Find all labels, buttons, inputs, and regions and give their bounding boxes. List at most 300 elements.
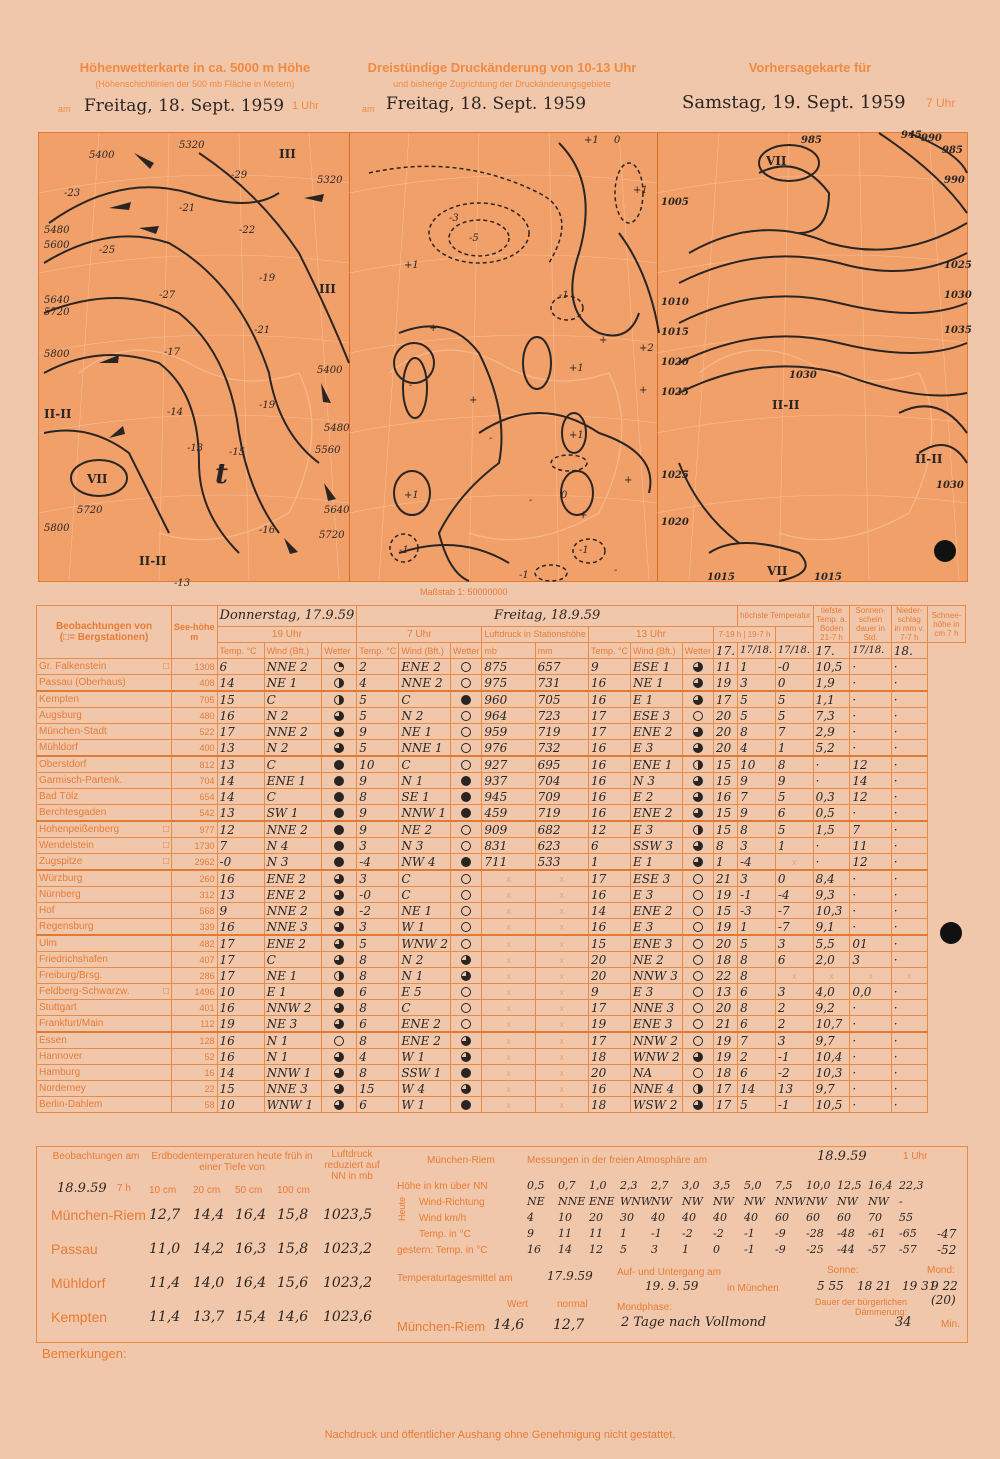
sunshine: 9,3 <box>813 887 850 903</box>
elevation: 22 <box>172 1081 218 1097</box>
map3-isobar-label: 1025 <box>661 470 689 481</box>
precip-header: Nieder-schlag in mm v. 7-7 h <box>891 606 927 643</box>
map1-contour-label: 5800 <box>44 349 70 360</box>
station-name: München-Stadt <box>39 726 107 737</box>
station-name-cell <box>37 952 172 968</box>
weather-symbol-icon <box>693 874 703 884</box>
temp: 14 <box>588 903 630 919</box>
map2-change-label: + <box>599 335 608 346</box>
weather-cell <box>682 708 713 724</box>
pressure-mb: x <box>482 968 535 984</box>
precipitation: · <box>850 1065 891 1081</box>
temp: 5 <box>357 740 399 757</box>
temp: 9 <box>357 773 399 789</box>
table-row <box>37 756 966 773</box>
map1-pressure-system: III <box>279 147 296 161</box>
min-ground-temp: 0 <box>775 675 813 692</box>
height-value: 10,0 <box>806 1179 831 1192</box>
weather-cell <box>682 740 713 757</box>
weather-symbol-icon <box>334 955 344 965</box>
pressure-mb: 831 <box>482 838 535 854</box>
sunshine: · <box>813 838 850 854</box>
depth-20: 20 cm <box>193 1185 221 1196</box>
map1-pressure-system: III <box>319 282 336 296</box>
sea-pressure-label: Luftdruck reduziert auf NN in mb <box>324 1149 380 1182</box>
max-temp-night: 7 <box>738 1032 776 1049</box>
wind: NNE 3 <box>264 919 322 936</box>
table-row <box>37 854 966 871</box>
weather-symbol-icon <box>334 939 344 949</box>
map2-change-label: -1 <box>399 545 409 556</box>
wind: E 3 <box>631 984 683 1000</box>
weather-cell <box>322 919 357 936</box>
temp: 8 <box>357 1065 399 1081</box>
weather-cell <box>682 1000 713 1016</box>
max-temp-day: 19 <box>714 1049 738 1065</box>
wind: ENE 2 <box>264 935 322 952</box>
moon-phase-label: Mondphase: <box>617 1302 673 1313</box>
weather-cell <box>451 854 482 871</box>
weather-symbol-icon <box>693 955 703 965</box>
wind: WNW 2 <box>631 1049 683 1065</box>
station-name-cell <box>37 724 172 740</box>
weather-cell <box>682 1081 713 1097</box>
map1-contour-label: -22 <box>239 225 256 236</box>
wind: NNE 2 <box>399 675 451 692</box>
sunshine: 9,7 <box>813 1032 850 1049</box>
normal-label: normal <box>557 1299 588 1310</box>
weather-symbol-icon <box>461 1052 471 1062</box>
temp: 7 <box>217 838 264 854</box>
wind: N 2 <box>399 708 451 724</box>
weather-cell <box>682 903 713 919</box>
snow-depth: · <box>891 691 927 708</box>
elevation: 16 <box>172 1065 218 1081</box>
weather-cell <box>451 952 482 968</box>
weather-cell <box>322 708 357 724</box>
wind: NNE 1 <box>399 740 451 757</box>
sunshine: 10,7 <box>813 1016 850 1033</box>
wind: E 5 <box>399 984 451 1000</box>
wind: NE 1 <box>399 903 451 919</box>
wind: ENE 1 <box>264 773 322 789</box>
weather-symbol-icon <box>334 678 344 688</box>
weather-cell <box>322 1049 357 1065</box>
map1-contour-label: 5800 <box>44 523 70 534</box>
table-row <box>37 919 966 936</box>
elevation: 977 <box>172 821 218 838</box>
precipitation: · <box>850 1097 891 1113</box>
elevation: 568 <box>172 903 218 919</box>
station-name: Stuttgart <box>39 1002 77 1013</box>
time-7: 7 Uhr <box>357 626 482 642</box>
mb-header: mb <box>482 643 535 659</box>
weather-symbol-icon <box>334 841 344 851</box>
map3-time: 7 Uhr <box>926 96 956 110</box>
elevation: 1308 <box>172 659 218 675</box>
weather-symbol-icon <box>334 711 344 721</box>
temp: 16 <box>588 675 630 692</box>
soil-temp-50cm: 15,4 <box>235 1309 267 1325</box>
weather-symbol-icon <box>693 890 703 900</box>
weather-cell <box>322 773 357 789</box>
station-name-cell <box>37 887 172 903</box>
precipitation: · <box>850 903 891 919</box>
weather-symbol-icon <box>693 727 703 737</box>
snow-depth: · <box>891 1097 927 1113</box>
station-name-cell <box>37 756 172 773</box>
temp: 17 <box>588 708 630 724</box>
temp-mean-value: 14,6 <box>493 1317 525 1333</box>
wind: N 1 <box>264 1049 322 1065</box>
max-temp-night: 4 <box>738 740 776 757</box>
snow-depth: · <box>891 887 927 903</box>
temp: 10 <box>217 984 264 1000</box>
temp: 10 <box>357 756 399 773</box>
map2-change-label: +1 <box>404 490 419 501</box>
max-temp-day: 20 <box>714 708 738 724</box>
value-label: Wert <box>507 1299 528 1310</box>
weather-symbol-icon <box>461 825 471 835</box>
station-name: Augsburg <box>39 710 82 721</box>
depth-10: 10 cm <box>149 1185 177 1196</box>
pressure-mm: 682 <box>535 821 588 838</box>
sunshine: 1,1 <box>813 691 850 708</box>
temperature-value: -65 <box>899 1227 917 1240</box>
wind: NNW 1 <box>399 805 451 822</box>
temperature-value: -2 <box>713 1227 724 1240</box>
bottom-section <box>36 1146 968 1343</box>
weather-symbol-icon <box>334 662 344 672</box>
precipitation: · <box>850 691 891 708</box>
wind: NNE 2 <box>264 821 322 838</box>
precipitation: · <box>850 724 891 740</box>
weather-cell <box>322 952 357 968</box>
wind: W 1 <box>399 1049 451 1065</box>
height-value: 3,0 <box>682 1179 700 1192</box>
sunshine: 10,5 <box>813 659 850 675</box>
elevation: 542 <box>172 805 218 822</box>
elevation: 312 <box>172 887 218 903</box>
max-temp-day: 19 <box>714 919 738 936</box>
weather-cell <box>682 854 713 871</box>
temp-mean-normal: 12,7 <box>553 1317 585 1333</box>
max-temp-night: 10 <box>738 756 776 773</box>
min-ground-temp: 5 <box>775 708 813 724</box>
weather-symbol-icon <box>693 808 703 818</box>
wind: ENE 2 <box>631 724 683 740</box>
station-name: Hohenpeißenberg <box>39 824 120 835</box>
max-temp-night: 8 <box>738 821 776 838</box>
weather-cell <box>451 1032 482 1049</box>
map1-contour-label: -21 <box>179 203 196 214</box>
map1-contour-label: 5720 <box>77 505 103 516</box>
temp: 17 <box>217 968 264 984</box>
map3-isobar-label: 1030 <box>789 370 817 381</box>
soil-temp-label: Erdbodentemperaturen heute früh in einer Tiefe von <box>151 1151 313 1173</box>
weather-symbol-icon <box>461 678 471 688</box>
soil-temp-20cm: 13,7 <box>193 1309 225 1325</box>
weather-symbol-icon <box>461 776 471 786</box>
station-name-cell <box>37 659 172 675</box>
wind: E 3 <box>631 887 683 903</box>
weather-cell <box>682 773 713 789</box>
wind: NA <box>631 1065 683 1081</box>
min-ground-temp: 7 <box>775 724 813 740</box>
station-name-cell <box>37 1049 172 1065</box>
station-name: Hannover <box>39 1051 83 1062</box>
obs-date: 18.9.59 <box>57 1181 107 1196</box>
weather-cell <box>451 968 482 984</box>
height-value: 2,7 <box>651 1179 669 1192</box>
sea-level-pressure: 1023,2 <box>323 1241 372 1257</box>
yesterday-temperature-value: 0 <box>713 1243 720 1256</box>
day-1718: 17/18. <box>775 643 813 659</box>
temp: 14 <box>217 773 264 789</box>
max-temp-night: 8 <box>738 724 776 740</box>
pressure-mm: 657 <box>535 659 588 675</box>
weather-symbol-icon <box>461 874 471 884</box>
temp: 16 <box>588 919 630 936</box>
snow-depth: · <box>891 903 927 919</box>
moonrise: 19 31 <box>902 1279 937 1293</box>
weather-symbol-icon <box>334 1036 344 1046</box>
wind-dir-label: Wind-Richtung <box>419 1197 485 1208</box>
map-scale: Maßstab 1: 50000000 <box>420 587 508 597</box>
yesterday-temperature-value: 3 <box>651 1243 658 1256</box>
map3-isobar-label: 1030 <box>936 480 964 491</box>
table-row <box>37 1016 966 1033</box>
temp: 6 <box>217 659 264 675</box>
aloft-time: 1 Uhr <box>903 1151 928 1162</box>
map1-pressure-system: II-II <box>44 407 72 421</box>
aloft-station: München-Riem <box>427 1155 495 1166</box>
pressure-mm: 731 <box>535 675 588 692</box>
map3-title: Vorhersagekarte für <box>748 60 872 75</box>
wind: SSW 3 <box>631 838 683 854</box>
temp: 19 <box>217 1016 264 1033</box>
max-temp-day: 15 <box>714 805 738 822</box>
map2-change-label: +1 <box>584 135 599 146</box>
map1-title: Höhenwetterkarte in ca. 5000 m Höhe <box>79 60 311 75</box>
max-temp-night: 8 <box>738 968 776 984</box>
day1-time: 19 Uhr <box>217 626 357 642</box>
wind: NE 2 <box>399 821 451 838</box>
station-name: Gr. Falkenstein <box>39 661 107 672</box>
weather-symbol-icon <box>461 987 471 997</box>
wind-direction-value: - <box>899 1195 903 1208</box>
snow-depth: · <box>891 870 927 887</box>
weather-cell <box>451 903 482 919</box>
temp: 8 <box>357 968 399 984</box>
footer-notice: Nachdruck und öffentlicher Aushang ohne Genehmigung nicht gestattet. <box>324 1429 676 1441</box>
wind: NNE 4 <box>631 1081 683 1097</box>
soil-temp-20cm: 14,0 <box>193 1275 225 1291</box>
precipitation: 12 <box>850 789 891 805</box>
soil-temp-20cm: 14,2 <box>193 1241 225 1257</box>
max-temp-day: 22 <box>714 968 738 984</box>
min-ground-header: tiefste Temp. a. Boden 21-7 h <box>813 606 850 643</box>
wind: NNE 3 <box>264 1081 322 1097</box>
weather-cell <box>322 659 357 675</box>
station-name-cell <box>37 789 172 805</box>
pressure-mb: 960 <box>482 691 535 708</box>
weather-cell <box>322 691 357 708</box>
temp: 20 <box>588 952 630 968</box>
weather-cell <box>451 724 482 740</box>
weather-symbol-icon <box>693 792 703 802</box>
temp-header: Temp. °C <box>357 643 399 659</box>
weather-cell <box>322 789 357 805</box>
temperature-value: 11 <box>589 1227 603 1240</box>
map1-pressure-system: II-II <box>139 554 167 568</box>
elevation: 339 <box>172 919 218 936</box>
elevation: 1730 <box>172 838 218 854</box>
wind: N 2 <box>399 952 451 968</box>
precipitation: 01 <box>850 935 891 952</box>
min-ground-temp: 1 <box>775 838 813 854</box>
min-ground-temp: 2 <box>775 1016 813 1033</box>
snow-depth: · <box>891 708 927 724</box>
station-name: Wendelstein <box>39 840 94 851</box>
elevation-column-header <box>172 606 218 659</box>
weather-symbol-icon <box>334 727 344 737</box>
elevation: 2962 <box>172 854 218 871</box>
map3-isobar-label: 1035 <box>944 325 972 336</box>
yesterday-temperature-value: -44 <box>837 1243 855 1256</box>
station-name-cell <box>37 1000 172 1016</box>
wind-direction-value: NW <box>744 1195 765 1208</box>
station-name: Würzburg <box>39 873 83 884</box>
temp: 19 <box>588 1016 630 1033</box>
max-temp-night: 8 <box>738 1000 776 1016</box>
weather-cell <box>322 1032 357 1049</box>
precipitation: · <box>850 1016 891 1033</box>
weather-cell <box>682 675 713 692</box>
elevation: 400 <box>172 740 218 757</box>
weather-symbol-icon <box>693 841 703 851</box>
weather-symbol-icon <box>334 906 344 916</box>
temp: 14 <box>217 789 264 805</box>
min-ground-temp: 1 <box>775 740 813 757</box>
sunshine: · <box>813 854 850 871</box>
yesterday-extra: -52 <box>937 1243 957 1257</box>
map3-isobar-label: 985 <box>942 145 963 156</box>
temp: 9 <box>357 821 399 838</box>
map2-am: am <box>362 104 375 114</box>
yesterday-temperature-value: 12 <box>589 1243 603 1256</box>
weather-cell <box>451 919 482 936</box>
map2-change-label: - <box>489 433 493 444</box>
wind: N 3 <box>264 854 322 871</box>
map3-isobar-label: 945 <box>901 130 922 141</box>
weather-symbol-icon <box>461 1003 471 1013</box>
temp-mean-station: München-Riem <box>397 1319 486 1334</box>
station-name-cell <box>37 773 172 789</box>
temp: 4 <box>357 1049 399 1065</box>
map3-isobar-label: 1015 <box>707 572 735 583</box>
min-ground-temp: -7 <box>775 919 813 936</box>
temp: 8 <box>357 1000 399 1016</box>
snow-depth: · <box>891 805 927 822</box>
wind: C <box>399 756 451 773</box>
wind-header: Wind (Bft.) <box>264 643 322 659</box>
elevation-header: See-höhe <box>174 622 215 632</box>
wind: SE 1 <box>399 789 451 805</box>
snow-header: Schnee-höhe in cm 7 h <box>927 606 965 643</box>
weather-cell <box>322 838 357 854</box>
weather-cell <box>451 870 482 887</box>
temp: 16 <box>588 773 630 789</box>
wind: NE 1 <box>399 724 451 740</box>
pressure-mb: 459 <box>482 805 535 822</box>
temp: 8 <box>357 1032 399 1049</box>
max-temp-night: 9 <box>738 773 776 789</box>
map3-isobar-label: 1020 <box>661 517 689 528</box>
max-temp-night: 3 <box>738 838 776 854</box>
max-temp-night: -3 <box>738 903 776 919</box>
pressure-mb: 711 <box>482 854 535 871</box>
wind-direction-value: NW <box>868 1195 889 1208</box>
mm-header: mm <box>535 643 588 659</box>
wind-speed-value: 10 <box>558 1211 572 1224</box>
temp: 13 <box>217 805 264 822</box>
soil-temp-100cm: 15,6 <box>277 1275 309 1291</box>
min-ground-temp: 5 <box>775 691 813 708</box>
temp: 9 <box>588 984 630 1000</box>
weather-maps-svg <box>39 130 972 589</box>
temp: 14 <box>217 1065 264 1081</box>
table-row <box>37 740 966 757</box>
station-name: Oberstdorf <box>39 759 87 770</box>
temp: 6 <box>357 1097 399 1113</box>
table-row <box>37 821 966 838</box>
temperature-value: 1 <box>620 1227 627 1240</box>
weather-cell <box>322 1016 357 1033</box>
map1-contour-label: 5320 <box>317 175 343 186</box>
weather-symbol-icon <box>334 808 344 818</box>
min-ground-temp: 3 <box>775 984 813 1000</box>
temp: 15 <box>217 691 264 708</box>
map1-contour-label: -19 <box>259 400 276 411</box>
soil-temp-100cm: 15,8 <box>277 1207 309 1223</box>
min-ground-temp: 3 <box>775 935 813 952</box>
map2-change-label: - <box>409 380 413 391</box>
precipitation: 14 <box>850 773 891 789</box>
weather-cell <box>682 870 713 887</box>
precipitation: · <box>850 1049 891 1065</box>
wind: NE 1 <box>631 675 683 692</box>
map2-change-label: -1 <box>519 570 529 581</box>
min-ground-temp: -7 <box>775 903 813 919</box>
wind: NE 1 <box>264 968 322 984</box>
precipitation: 12 <box>850 756 891 773</box>
weather-symbol-icon <box>461 1019 471 1029</box>
max-temp-day: 20 <box>714 935 738 952</box>
soil-station-name: Passau <box>51 1241 98 1257</box>
weather-symbol-icon <box>334 695 344 705</box>
weather-cell <box>451 708 482 724</box>
temp: 9 <box>357 724 399 740</box>
wind: N 1 <box>264 1032 322 1049</box>
map2-change-label: +2 <box>639 343 654 354</box>
weather-cell <box>322 854 357 871</box>
snow-depth: · <box>891 838 927 854</box>
temp: 16 <box>588 740 630 757</box>
yesterday-temperature-value: -9 <box>775 1243 786 1256</box>
weather-symbol-icon <box>693 857 703 867</box>
wind: WNW 2 <box>399 935 451 952</box>
